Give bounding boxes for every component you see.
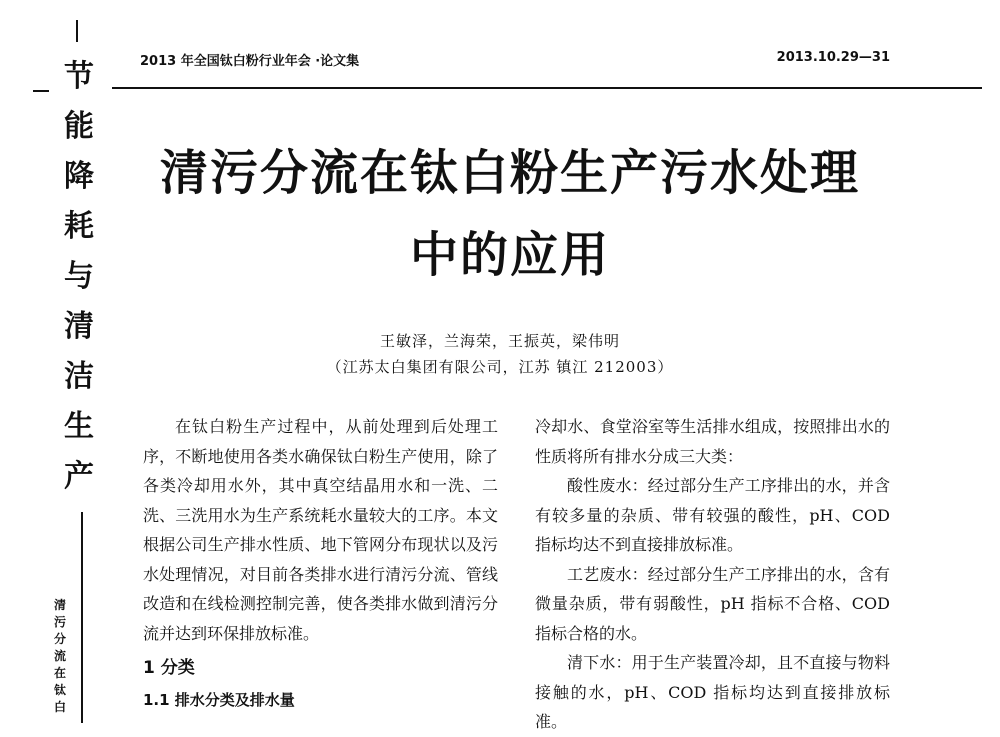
authors: 王敏泽，兰海荣，王振英，梁伟明 bbox=[379, 332, 620, 350]
side-title-char: 节 bbox=[64, 59, 94, 94]
right-column bbox=[535, 412, 890, 737]
left-column bbox=[143, 412, 498, 715]
subsection-heading: 1.1 排水分类及排水量 bbox=[143, 691, 295, 709]
side-sub-char: 清 bbox=[53, 598, 66, 612]
side-dash bbox=[33, 90, 49, 92]
process-wastewater-paragraph: 工艺废水：经过部分生产工序排出的水，含有微量杂质，带有弱酸性，pH 指标不合格、COD 指标合格的水。 bbox=[535, 564, 890, 643]
side-title-char: 生 bbox=[64, 409, 94, 444]
side-title-char: 洁 bbox=[64, 359, 94, 394]
title-line-2: 中的应用 bbox=[409, 227, 610, 283]
article-title bbox=[120, 132, 900, 296]
clean-water-paragraph: 清下水：用于生产装置冷却，且不直接与物料接触的水，pH、COD 指标均达到直接排放标准。 bbox=[535, 653, 890, 731]
side-title-char: 与 bbox=[64, 259, 94, 294]
side-column bbox=[0, 0, 110, 723]
side-sub-char: 钛 bbox=[53, 683, 66, 697]
side-title-char: 能 bbox=[64, 109, 94, 144]
header-proceedings: 2013 年全国钛白粉行业年会 ·论文集 bbox=[140, 54, 360, 69]
acid-wastewater-paragraph: 酸性废水：经过部分生产工序排出的水，并含有较多量的杂质、带有较强的酸性，pH、COD 指标均达不到直接排放标准。 bbox=[535, 476, 890, 554]
side-sub-char: 在 bbox=[53, 666, 66, 680]
side-title-char: 降 bbox=[64, 159, 94, 194]
title-line-1: 清污分流在钛白粉生产污水处理 bbox=[159, 145, 860, 201]
intro-paragraph: 在钛白粉生产过程中，从前处理到后处理工序，不断地使用各类水确保钛白粉生产使用，除了各类冷却用水外，其中真空结晶用水和一洗、二洗、三洗用水为生产系统耗水量较大的工序。本文根据公司生产排水性质、地下管网分布现状以及污水处理情况，对目前各类排水进行清污分流、管线改造和在线检测控制完善，使各类排水做到清污分流并达到环保排放标准。 bbox=[143, 417, 498, 643]
side-running-title bbox=[50, 597, 70, 716]
section-heading: 1 分类 bbox=[143, 658, 195, 678]
side-sub-char: 白 bbox=[53, 700, 66, 714]
body-paragraph: 冷却水、食堂浴室等生活排水组成，按照排出水的性质将所有排水分成三大类： bbox=[535, 417, 890, 466]
side-title-char: 清 bbox=[64, 309, 94, 344]
side-sub-char: 污 bbox=[53, 615, 66, 629]
affiliation: （江苏太白集团有限公司，江苏 镇江 212003） bbox=[326, 358, 674, 376]
side-sub-char: 流 bbox=[53, 649, 66, 663]
page-header bbox=[140, 50, 890, 70]
header-rule bbox=[112, 87, 982, 89]
side-title-char: 耗 bbox=[64, 209, 94, 244]
side-title-char: 产 bbox=[64, 459, 94, 494]
side-section-title bbox=[62, 52, 96, 502]
side-sub-char: 分 bbox=[53, 632, 66, 646]
header-date: 2013.10.29—31 bbox=[776, 50, 890, 65]
side-vertical-rule bbox=[81, 512, 83, 723]
side-top-rule bbox=[76, 20, 78, 42]
